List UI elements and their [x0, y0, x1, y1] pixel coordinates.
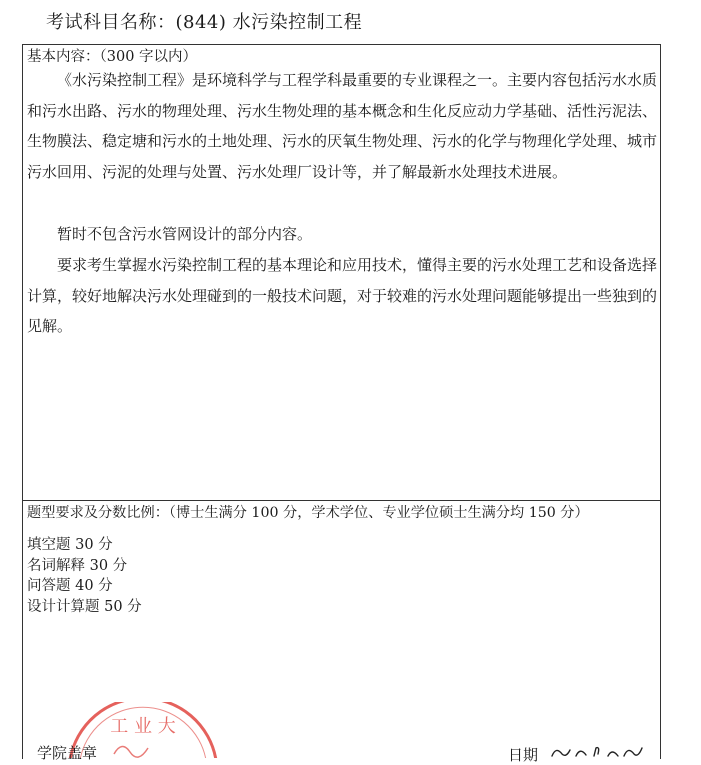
- score-item-fill-blank: 填空题 30 分: [27, 537, 113, 553]
- subject-line: [46, 8, 362, 34]
- content-paragraph-requirements: 要求考生掌握水污染控制工程的基本理论和应用技术，懂得主要的污水处理工艺和设备选择计算，较好地解决污水处理碰到的一般技术问题，对于较难的污水处理问题能够提出一些独到的见解。: [27, 256, 658, 335]
- score-list: [27, 535, 142, 617]
- date-label: 日期: [508, 746, 539, 764]
- section-divider: [23, 500, 660, 501]
- subject-label: 考试科目名称：: [46, 12, 176, 33]
- seal-text: 工 业 大: [110, 716, 176, 737]
- content-section-title: 基本内容：（300 字以内）: [27, 49, 198, 65]
- requirements-section-title: 题型要求及分数比例：（博士生满分 100 分，学术学位、专业学位硕士生满分均 150 分）: [27, 505, 589, 521]
- content-paragraph-main: 《水污染控制工程》是环境科学与工程学科最重要的专业课程之一。主要内容包括污水水质和污水出路、污水的物理处理、污水生物处理的基本概念和生化反应动力学基础、活性污泥法、生物膜法、稳定塘和污水的土地处理、污水的厌氧生物处理、污水的化学与物理化学处理、城市污水回用、污泥的处理与处置、污水处理厂设计等，并了解最新水处理技术进展。: [27, 71, 658, 181]
- college-seal-label: 学院盖章: [37, 744, 98, 762]
- score-item-qa: 问答题 40 分: [27, 578, 113, 594]
- subject-code: (844): [175, 12, 227, 33]
- content-frame: [22, 44, 661, 759]
- score-item-term-explanation: 名词解释 30 分: [27, 557, 128, 574]
- handwritten-date-signature: [548, 744, 648, 758]
- score-item-design-calc: 设计计算题 50 分: [27, 598, 142, 615]
- content-paragraph-exclusion: 暂时不包含污水管网设计的部分内容。: [57, 225, 313, 243]
- subject-name: 水污染控制工程: [232, 12, 363, 33]
